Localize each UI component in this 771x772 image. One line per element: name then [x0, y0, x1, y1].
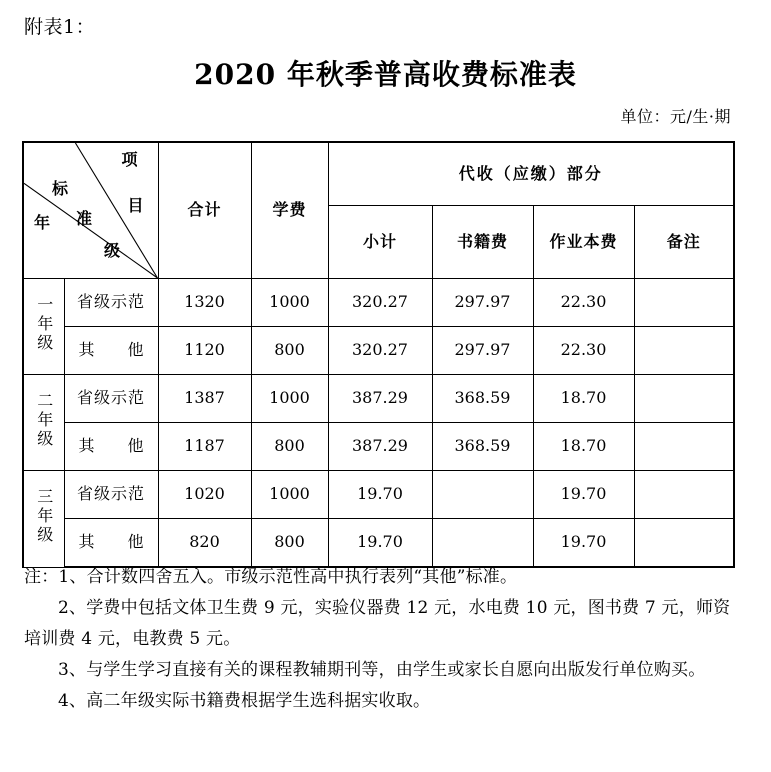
row-group-year-3 [23, 471, 64, 568]
cell-tuition: 1000 [251, 375, 328, 423]
cell-total: 1187 [158, 423, 251, 471]
fee-standard-table [22, 141, 735, 568]
year-label: 二年级 [34, 391, 54, 449]
cell-tuition: 800 [251, 519, 328, 568]
table-row [23, 423, 734, 471]
cell-remark [634, 423, 734, 471]
footnote-3: 3、与学生学习直接有关的课程教辅期刊等，由学生或家长自愿向出版发行单位购买。 [58, 660, 706, 680]
cell-remark [634, 375, 734, 423]
cell-workbook-fee: 18.70 [533, 375, 634, 423]
cell-remark [634, 279, 734, 327]
cell-tuition: 1000 [251, 279, 328, 327]
row-level-label: 其他 [64, 423, 158, 471]
cell-book-fee [432, 471, 533, 519]
footnote-4: 4、高二年级实际书籍费根据学生选科据实收取。 [58, 691, 431, 711]
table-row [23, 471, 734, 519]
footnote-1: 注：1、合计数四舍五入。市级示范性高中执行表列“其他”标准。 [24, 567, 518, 587]
cell-book-fee: 368.59 [432, 423, 533, 471]
table-row [23, 279, 734, 327]
table-row [23, 327, 734, 375]
corner-label-standard-2: 准 [76, 209, 93, 228]
table-row [23, 519, 734, 568]
row-level-label: 其他 [64, 327, 158, 375]
cell-remark [634, 471, 734, 519]
cell-book-fee: 297.97 [432, 327, 533, 375]
cell-subtotal: 19.70 [328, 471, 432, 519]
cell-remark [634, 519, 734, 568]
cell-tuition: 800 [251, 423, 328, 471]
column-header-subtotal: 小计 [328, 206, 432, 279]
corner-label-standard-1: 标 [52, 179, 69, 198]
cell-book-fee: 297.97 [432, 279, 533, 327]
column-header-remark: 备注 [634, 206, 734, 279]
cell-workbook-fee: 22.30 [533, 279, 634, 327]
footnotes [24, 562, 747, 717]
corner-header-cell [23, 142, 158, 279]
corner-label-item-1: 项 [121, 150, 138, 169]
column-header-total: 合计 [158, 142, 251, 279]
cell-total: 1387 [158, 375, 251, 423]
cell-tuition: 1000 [251, 471, 328, 519]
row-level-label: 省级示范 [64, 471, 158, 519]
cell-book-fee [432, 519, 533, 568]
corner-label-year-2: 级 [104, 241, 121, 260]
row-group-year-1 [23, 279, 64, 375]
row-level-label: 省级示范 [64, 375, 158, 423]
corner-label-item-2: 目 [127, 196, 144, 215]
cell-subtotal: 387.29 [328, 423, 432, 471]
cell-workbook-fee: 18.70 [533, 423, 634, 471]
cell-tuition: 800 [251, 327, 328, 375]
column-header-book-fee: 书籍费 [432, 206, 533, 279]
cell-workbook-fee: 19.70 [533, 519, 634, 568]
column-header-tuition: 学费 [251, 142, 328, 279]
row-level-label: 省级示范 [64, 279, 158, 327]
table-row [23, 375, 734, 423]
column-header-collected-group: 代收（应缴）部分 [328, 142, 734, 206]
cell-subtotal: 19.70 [328, 519, 432, 568]
year-label: 一年级 [34, 295, 54, 353]
cell-total: 1020 [158, 471, 251, 519]
footnote-2: 2、学费中包括文体卫生费 9 元，实验仪器费 12 元，水电费 10 元，图书费 7 元，师资培训费 4 元，电教费 5 元。 [24, 598, 731, 649]
cell-total: 820 [158, 519, 251, 568]
year-label: 三年级 [34, 488, 54, 546]
column-header-workbook-fee: 作业本费 [533, 206, 634, 279]
unit-note: 单位：元/生·期 [620, 107, 731, 126]
cell-remark [634, 327, 734, 375]
row-level-label: 其他 [64, 519, 158, 568]
attachment-label: 附表1： [24, 16, 96, 38]
cell-total: 1320 [158, 279, 251, 327]
cell-total: 1120 [158, 327, 251, 375]
cell-subtotal: 320.27 [328, 279, 432, 327]
row-group-year-2 [23, 375, 64, 471]
page-title: 2020 年秋季普高收费标准表 [194, 58, 577, 91]
cell-workbook-fee: 22.30 [533, 327, 634, 375]
table-header-row-1 [23, 142, 734, 206]
cell-book-fee: 368.59 [432, 375, 533, 423]
cell-workbook-fee: 19.70 [533, 471, 634, 519]
cell-subtotal: 320.27 [328, 327, 432, 375]
corner-label-year-1: 年 [34, 213, 51, 232]
cell-subtotal: 387.29 [328, 375, 432, 423]
